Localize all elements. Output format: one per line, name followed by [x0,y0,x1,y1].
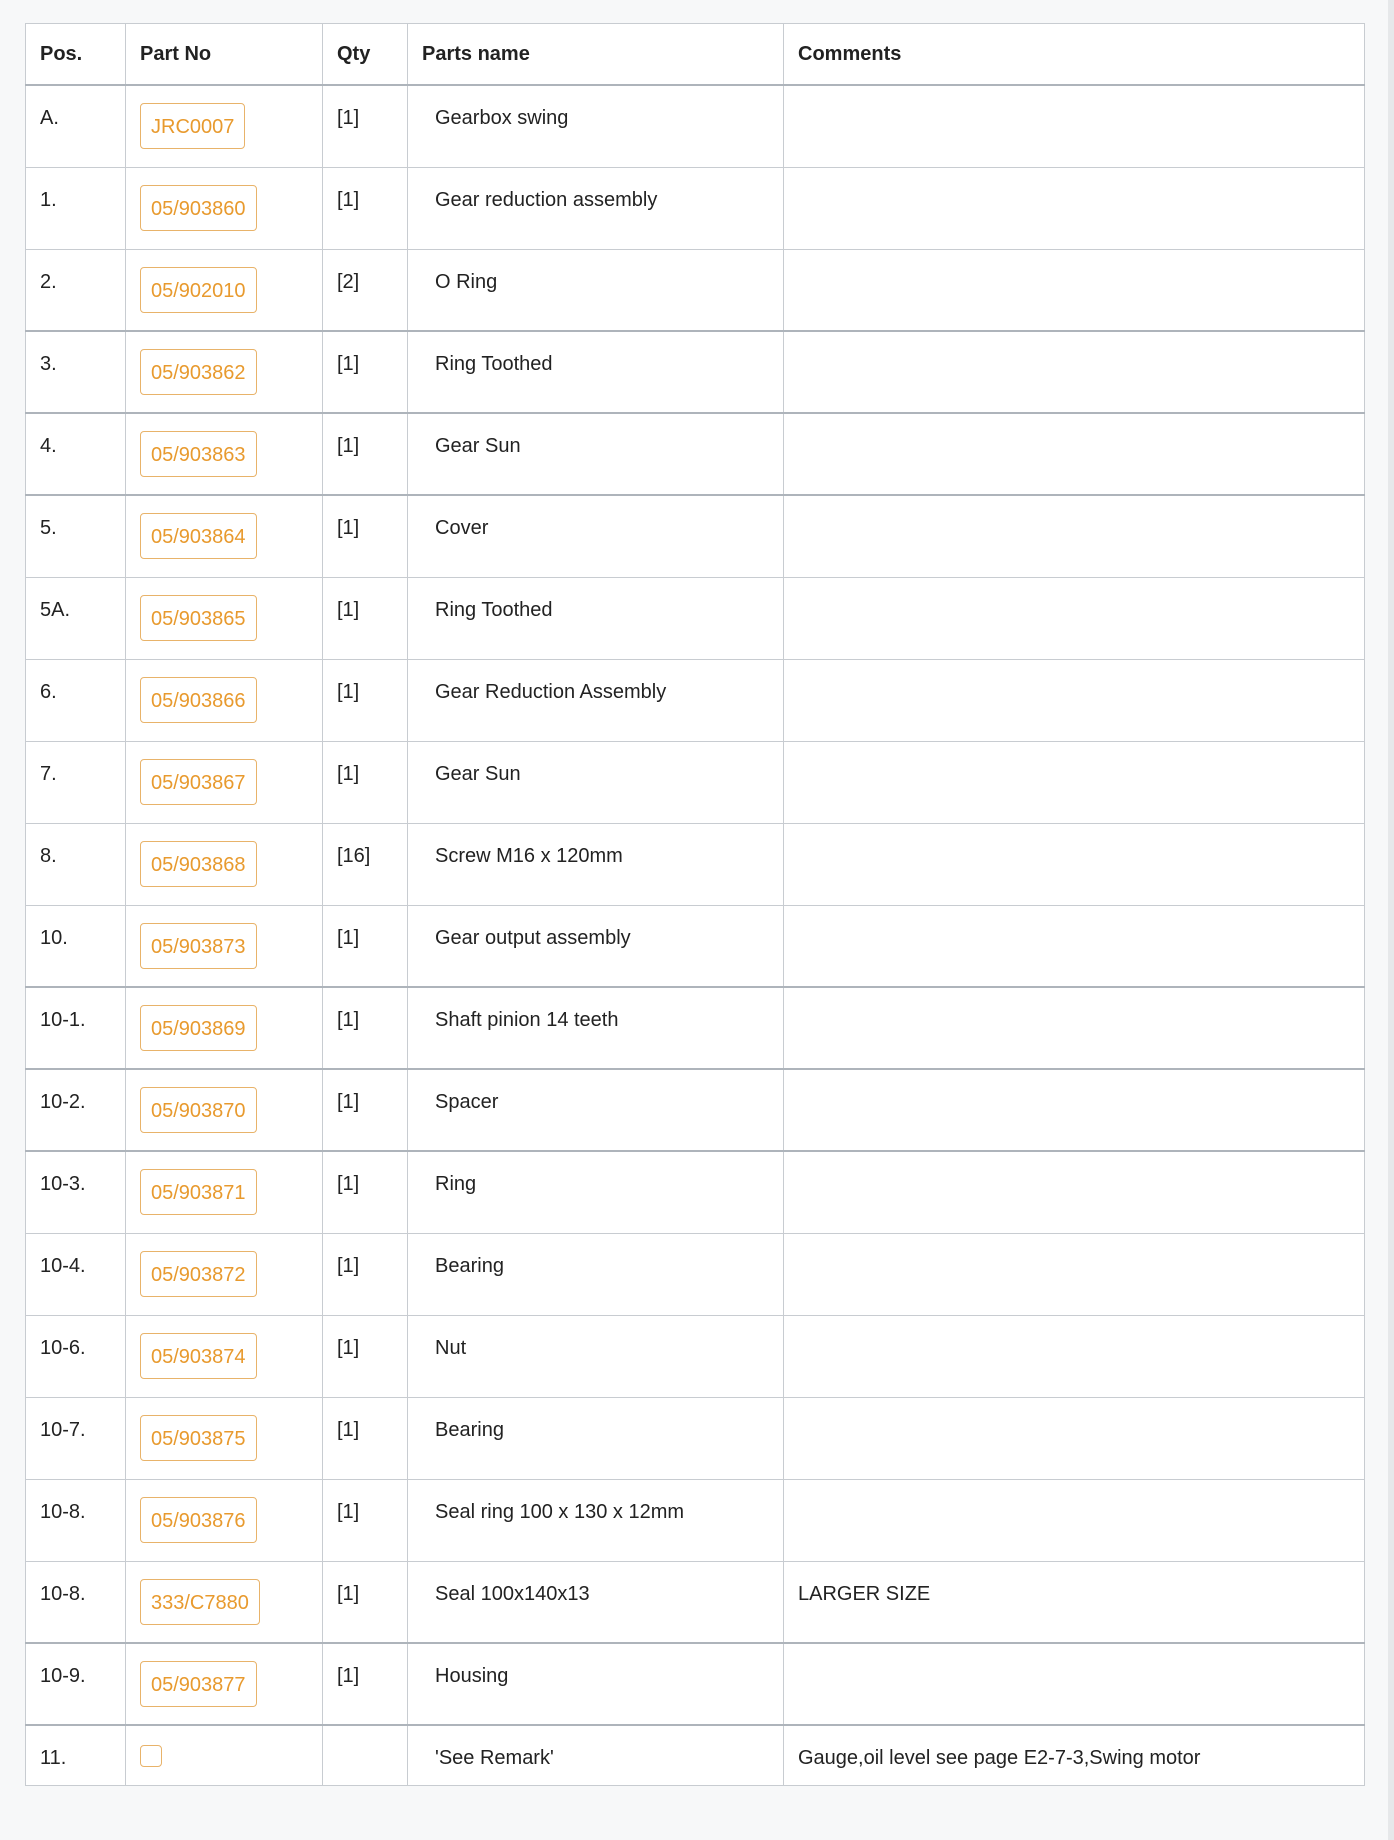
cell-part-no [126,823,323,905]
cell-comments [784,1069,1365,1151]
cell-qty: [1] [323,1151,408,1233]
cell-part-no [126,1397,323,1479]
cell-comments [784,741,1365,823]
cell-pos: 8. [26,823,126,905]
part-number-link[interactable]: 05/903871 [140,1169,257,1215]
cell-comments: Gauge,oil level see page E2-7-3,Swing motor [784,1725,1365,1785]
cell-pos: 3. [26,331,126,413]
cell-comments [784,987,1365,1069]
header-qty: Qty [323,24,408,86]
part-number-link[interactable]: 05/903869 [140,1005,257,1051]
cell-comments [784,1151,1365,1233]
part-number-link[interactable]: 05/903877 [140,1661,257,1707]
cell-parts-name: Nut [408,1315,784,1397]
cell-parts-name: Bearing [408,1233,784,1315]
cell-qty: [1] [323,741,408,823]
cell-part-no [126,167,323,249]
cell-qty: [1] [323,987,408,1069]
cell-comments [784,331,1365,413]
header-parts-name: Parts name [408,24,784,86]
cell-parts-name: Housing [408,1643,784,1725]
table-body [26,85,1365,1785]
cell-parts-name: Cover [408,495,784,577]
cell-qty: [1] [323,1233,408,1315]
table-row [26,495,1365,577]
cell-qty: [2] [323,249,408,331]
cell-qty: [1] [323,413,408,495]
cell-parts-name: Ring [408,1151,784,1233]
part-number-link[interactable]: 333/C7880 [140,1579,260,1625]
cell-part-no [126,85,323,167]
parts-table [25,23,1365,1786]
cell-pos: 5A. [26,577,126,659]
cell-qty: [1] [323,1315,408,1397]
cell-qty: [1] [323,1479,408,1561]
cell-comments [784,1315,1365,1397]
cell-comments [784,1643,1365,1725]
table-row [26,1069,1365,1151]
part-number-link[interactable]: 05/903874 [140,1333,257,1379]
cell-pos: 10. [26,905,126,987]
cell-pos: 10-4. [26,1233,126,1315]
cell-pos: A. [26,85,126,167]
cell-pos: 7. [26,741,126,823]
cell-part-no [126,1069,323,1151]
cell-parts-name: Gear Sun [408,413,784,495]
cell-part-no [126,1643,323,1725]
table-row [26,741,1365,823]
cell-part-no [126,249,323,331]
cell-parts-name: Gear output assembly [408,905,784,987]
table-row [26,1151,1365,1233]
cell-part-no [126,1725,323,1785]
header-comments: Comments [784,24,1365,86]
cell-comments [784,167,1365,249]
cell-qty: [1] [323,85,408,167]
cell-pos: 5. [26,495,126,577]
cell-comments [784,823,1365,905]
header-part-no: Part No [126,24,323,86]
cell-comments [784,1233,1365,1315]
table-row [26,1725,1365,1785]
table-row [26,905,1365,987]
table-row [26,1479,1365,1561]
cell-comments [784,1479,1365,1561]
part-number-link[interactable]: 05/903860 [140,185,257,231]
cell-qty: [1] [323,495,408,577]
cell-part-no [126,741,323,823]
table-row [26,331,1365,413]
cell-qty: [1] [323,577,408,659]
cell-qty: [16] [323,823,408,905]
cell-qty: [1] [323,1397,408,1479]
cell-part-no [126,331,323,413]
cell-parts-name: Gear reduction assembly [408,167,784,249]
part-number-link[interactable]: 05/903863 [140,431,257,477]
cell-pos: 10-1. [26,987,126,1069]
page-edge [1388,0,1394,1840]
part-number-link[interactable]: 05/903875 [140,1415,257,1461]
table-row [26,1315,1365,1397]
cell-part-no [126,413,323,495]
part-number-link[interactable]: 05/903873 [140,923,257,969]
cell-pos: 4. [26,413,126,495]
table-row [26,413,1365,495]
cell-parts-name: Gearbox swing [408,85,784,167]
cell-pos: 2. [26,249,126,331]
part-number-link[interactable]: 05/903868 [140,841,257,887]
table-row [26,577,1365,659]
part-number-link[interactable]: 05/903872 [140,1251,257,1297]
table-row [26,823,1365,905]
cell-parts-name: Ring Toothed [408,577,784,659]
cell-qty [323,1725,408,1785]
cell-parts-name: Seal ring 100 x 130 x 12mm [408,1479,784,1561]
cell-parts-name: Screw M16 x 120mm [408,823,784,905]
cell-part-no [126,577,323,659]
cell-pos: 10-8. [26,1479,126,1561]
cell-pos: 10-7. [26,1397,126,1479]
cell-parts-name: Spacer [408,1069,784,1151]
cell-parts-name: O Ring [408,249,784,331]
cell-qty: [1] [323,167,408,249]
cell-part-no [126,1151,323,1233]
part-number-link[interactable]: 05/903876 [140,1497,257,1543]
table-row [26,1561,1365,1643]
cell-comments [784,1397,1365,1479]
table-row [26,167,1365,249]
cell-comments [784,85,1365,167]
cell-pos: 10-8. [26,1561,126,1643]
table-row [26,85,1365,167]
table-header-row [26,24,1365,86]
cell-part-no [126,905,323,987]
cell-qty: [1] [323,1561,408,1643]
part-number-link[interactable]: 05/903870 [140,1087,257,1133]
cell-qty: [1] [323,905,408,987]
cell-parts-name: Seal 100x140x13 [408,1561,784,1643]
table-row [26,1643,1365,1725]
cell-qty: [1] [323,659,408,741]
part-number-link[interactable]: 05/903862 [140,349,257,395]
cell-part-no [126,987,323,1069]
cell-comments [784,249,1365,331]
cell-comments [784,905,1365,987]
cell-parts-name: Gear Reduction Assembly [408,659,784,741]
table-row [26,1397,1365,1479]
table-row [26,659,1365,741]
cell-part-no [126,1233,323,1315]
cell-comments [784,413,1365,495]
cell-qty: [1] [323,1069,408,1151]
cell-pos: 10-2. [26,1069,126,1151]
cell-comments [784,659,1365,741]
cell-part-no [126,659,323,741]
cell-comments [784,495,1365,577]
cell-qty: [1] [323,1643,408,1725]
cell-parts-name: Gear Sun [408,741,784,823]
cell-part-no [126,1315,323,1397]
cell-pos: 6. [26,659,126,741]
cell-part-no [126,1561,323,1643]
cell-qty: [1] [323,331,408,413]
part-number-link-empty[interactable] [140,1745,162,1767]
table-row [26,249,1365,331]
part-number-link[interactable]: JRC0007 [140,103,245,149]
cell-comments [784,577,1365,659]
cell-pos: 10-6. [26,1315,126,1397]
table-row [26,987,1365,1069]
part-number-link[interactable]: 05/903866 [140,677,257,723]
cell-part-no [126,495,323,577]
cell-comments: LARGER SIZE [784,1561,1365,1643]
cell-pos: 10-3. [26,1151,126,1233]
header-pos: Pos. [26,24,126,86]
cell-part-no [126,1479,323,1561]
table-row [26,1233,1365,1315]
part-number-link[interactable]: 05/903864 [140,513,257,559]
cell-pos: 1. [26,167,126,249]
cell-pos: 11. [26,1725,126,1785]
part-number-link[interactable]: 05/903865 [140,595,257,641]
part-number-link[interactable]: 05/903867 [140,759,257,805]
cell-parts-name: Bearing [408,1397,784,1479]
cell-parts-name: Ring Toothed [408,331,784,413]
cell-parts-name: Shaft pinion 14 teeth [408,987,784,1069]
cell-pos: 10-9. [26,1643,126,1725]
cell-parts-name: 'See Remark' [408,1725,784,1785]
part-number-link[interactable]: 05/902010 [140,267,257,313]
